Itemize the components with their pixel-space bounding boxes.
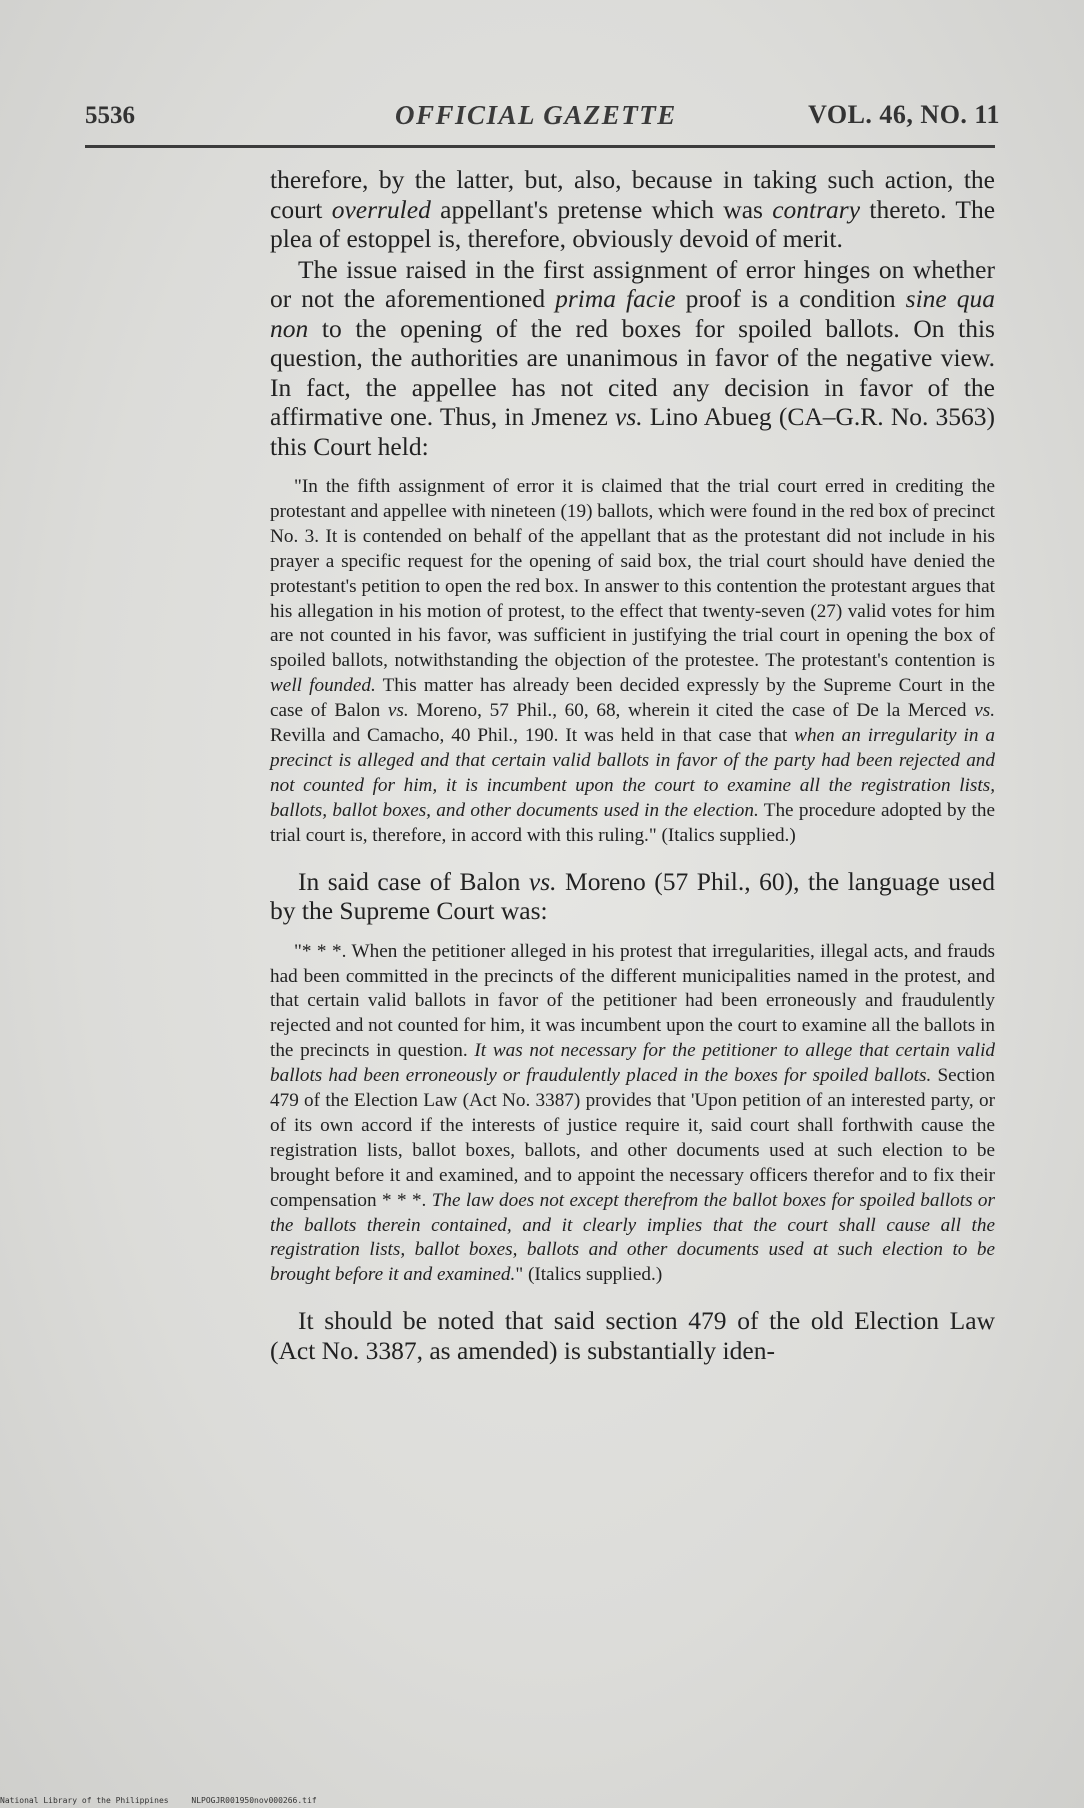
paragraph-1: therefore, by the latter, but, also, because in taking such action, the court overruled appellant's pretense which was contrary thereto. The plea of estoppel is, therefore, obviously devoid of merit. [270,165,996,253]
paragraph-4: It should be noted that said section 479 of the old Election Law (Act No. 3387, as amended) is substantially iden- [270,1306,995,1365]
header-rule [85,145,995,148]
block-quote-1: "In the fifth assignment of error it is claimed that the trial court erred in crediting the protestant and appellee with nineteen (19) ballots, which were found in the red box of precinct No. 3. It is contended on behalf of the appellant that as the protestant did not include in his prayer a specific request for the opening of said box, the trial court should have denied the protestant's petition to open the red box. In answer to this contention the protestant argues that his allegation in his motion of protest, to the effect that twenty-seven (27) valid votes for him are not counted in his favor, was sufficient in justifying the trial court in opening the box of spoiled ballots, notwithstanding the objection of the protestee. The protestant's contention is well founded. This matter has already been decided expressly by the Supreme Court in the case of Balon vs. Moreno, 57 Phil., 60, 68, wherein it cited the case of De la Merced vs. Revilla and Camacho, 40 Phil., 190. It was held in that case that when an irregularity in a precinct is alleged and that certain valid ballots in favor of the party had been rejected and not counted for him, it is incumbent upon the court to examine all the registration lists, ballots, ballot boxes, and other documents used in the election. The procedure adopted by the trial court is, therefore, in accord with this ruling." (Italics supplied.) [270,476,995,846]
block-quote-2: "* * *. When the petitioner alleged in his protest that irregularities, illegal acts, and frauds had been committed in the precincts of the different municipalities named in the protest, and that certain valid ballots in favor of the petitioner had been erroneously and fraudulently rejected and not counted for him, it was incumbent upon the court to examine all the ballots in the precincts in question. It was not necessary for the petitioner to allege that certain valid ballots had been erroneously or fraudulently placed in the boxes for spoiled ballots. Section 479 of the Election Law (Act No. 3387) provides that 'Upon petition of an interested party, or of its own accord if the interests of justice require it, said court shall forthwith cause the registration lists, ballot boxes, ballots, and other documents used at such election to be brought before it and examined, and to appoint the necessary officers therefor and to fix their compensation * * *. The law does not except therefrom the ballot boxes for spoiled ballots or the ballots therein contained, and it clearly implies that the court shall cause all the registration lists, ballot boxes, ballots and other documents used at such election to be brought before it and examined." (Italics supplied.) [270,940,995,1286]
page-number: 5536 [85,102,135,129]
paragraph-3: In said case of Balon vs. Moreno (57 Phil., 60), the language used by the Supreme Court was: [270,866,995,926]
journal-title: OFFICIAL GAZETTE [395,100,677,130]
paragraph-2: The issue raised in the first assignment of error hinges on whether or not the aforementioned prima facie proof is a condition sine qua non to the opening of the red boxes for spoiled ballots. On this question, the authorities are unanimous in favor of the negative view. In fact, the appellee has not cited any decision in favor of the affirmative one. Thus, in Jmenez vs. Lino Abueg (CA–G.R. No. 3563) this Court held: [270,254,996,461]
scan-footer [0,1796,400,1805]
library-name: National Library of the Philippines [0,1796,169,1805]
running-header [85,100,1000,140]
document-body [270,165,995,1365]
volume-issue: VOL. 46, NO. 11 [808,100,1000,129]
file-id: NLPOGJR001950nov000266.tif [191,1796,317,1805]
